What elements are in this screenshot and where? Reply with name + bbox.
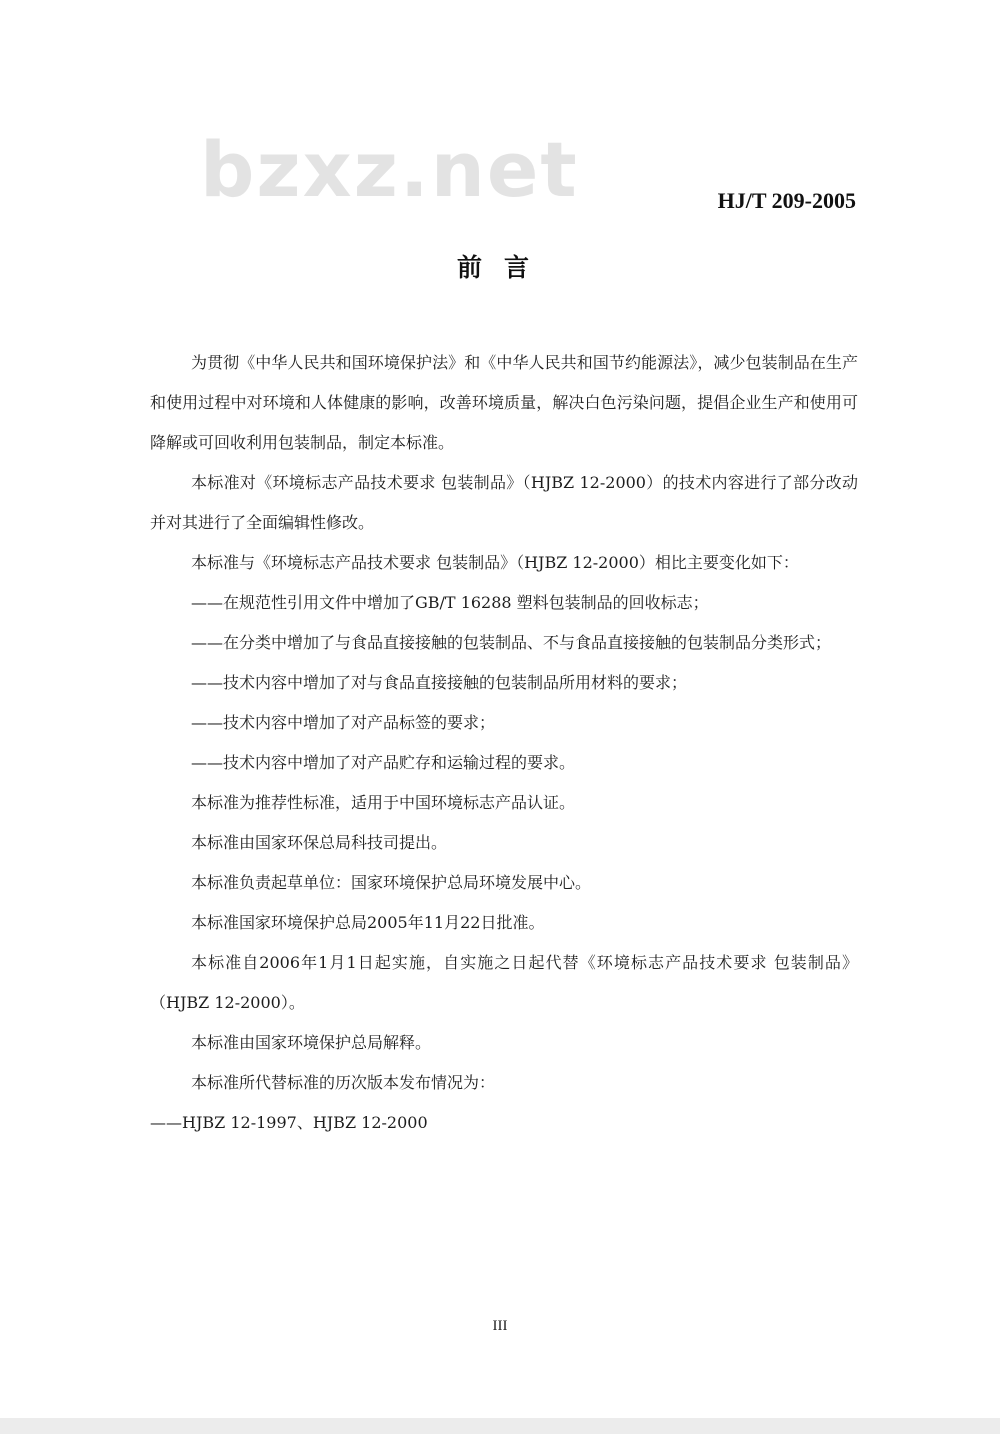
list-item: ——技术内容中增加了对产品标签的要求；: [191, 713, 496, 732]
watermark: bzxz.net: [200, 125, 579, 214]
paragraph-purpose: 为贯彻《中华人民共和国环境保护法》和《中华人民共和国节约能源法》，减少包装制品在生产和使用过程中对环境和人体健康的影响，改善环境质量，解决白色污染问题，提倡企业生产和使用可降解或可回收利用包装制品，制定本标准。: [150, 353, 858, 452]
standard-number: HJ/T 209-2005: [717, 188, 856, 213]
body-text: [150, 343, 858, 1143]
paragraph-drafter: 本标准负责起草单位：国家环境保护总局环境发展中心。: [191, 873, 592, 892]
paragraph-history-intro: 本标准所代替标准的历次版本发布情况为：: [191, 1073, 496, 1092]
list-item: ——技术内容中增加了对产品贮存和运输过程的要求。: [191, 753, 576, 772]
paragraph-proposer: 本标准由国家环保总局科技司提出。: [191, 833, 448, 852]
list-item: ——技术内容中增加了对与食品直接接触的包装制品所用材料的要求；: [191, 673, 688, 692]
paragraph-effective-date: 本标准自2006年1月1日起实施，自实施之日起代替《环境标志产品技术要求 包装制品》（HJBZ 12-2000）。: [150, 953, 858, 1012]
paragraph-changes-intro: 本标准与《环境标志产品技术要求 包装制品》（HJBZ 12-2000）相比主要变化如下：: [191, 553, 799, 572]
paragraph-interpretation: 本标准由国家环境保护总局解释。: [191, 1033, 432, 1052]
list-item: ——在分类中增加了与食品直接接触的包装制品、不与食品直接接触的包装制品分类形式；: [191, 633, 832, 652]
list-item: ——在规范性引用文件中增加了GB/T 16288 塑料包装制品的回收标志；: [191, 593, 709, 612]
page-number: III: [492, 1318, 508, 1334]
page-title: 前言: [456, 253, 551, 282]
viewer-bottom-bar: [0, 1418, 1000, 1434]
paragraph-approval: 本标准国家环境保护总局2005年11月22日批准。: [191, 913, 545, 932]
list-item: ——HJBZ 12-1997、HJBZ 12-2000: [150, 1113, 428, 1132]
paragraph-scope: 本标准为推荐性标准，适用于中国环境标志产品认证。: [191, 793, 576, 812]
paragraph-revision: 本标准对《环境标志产品技术要求 包装制品》（HJBZ 12-2000）的技术内容进行了部分改动并对其进行了全面编辑性修改。: [150, 473, 858, 532]
